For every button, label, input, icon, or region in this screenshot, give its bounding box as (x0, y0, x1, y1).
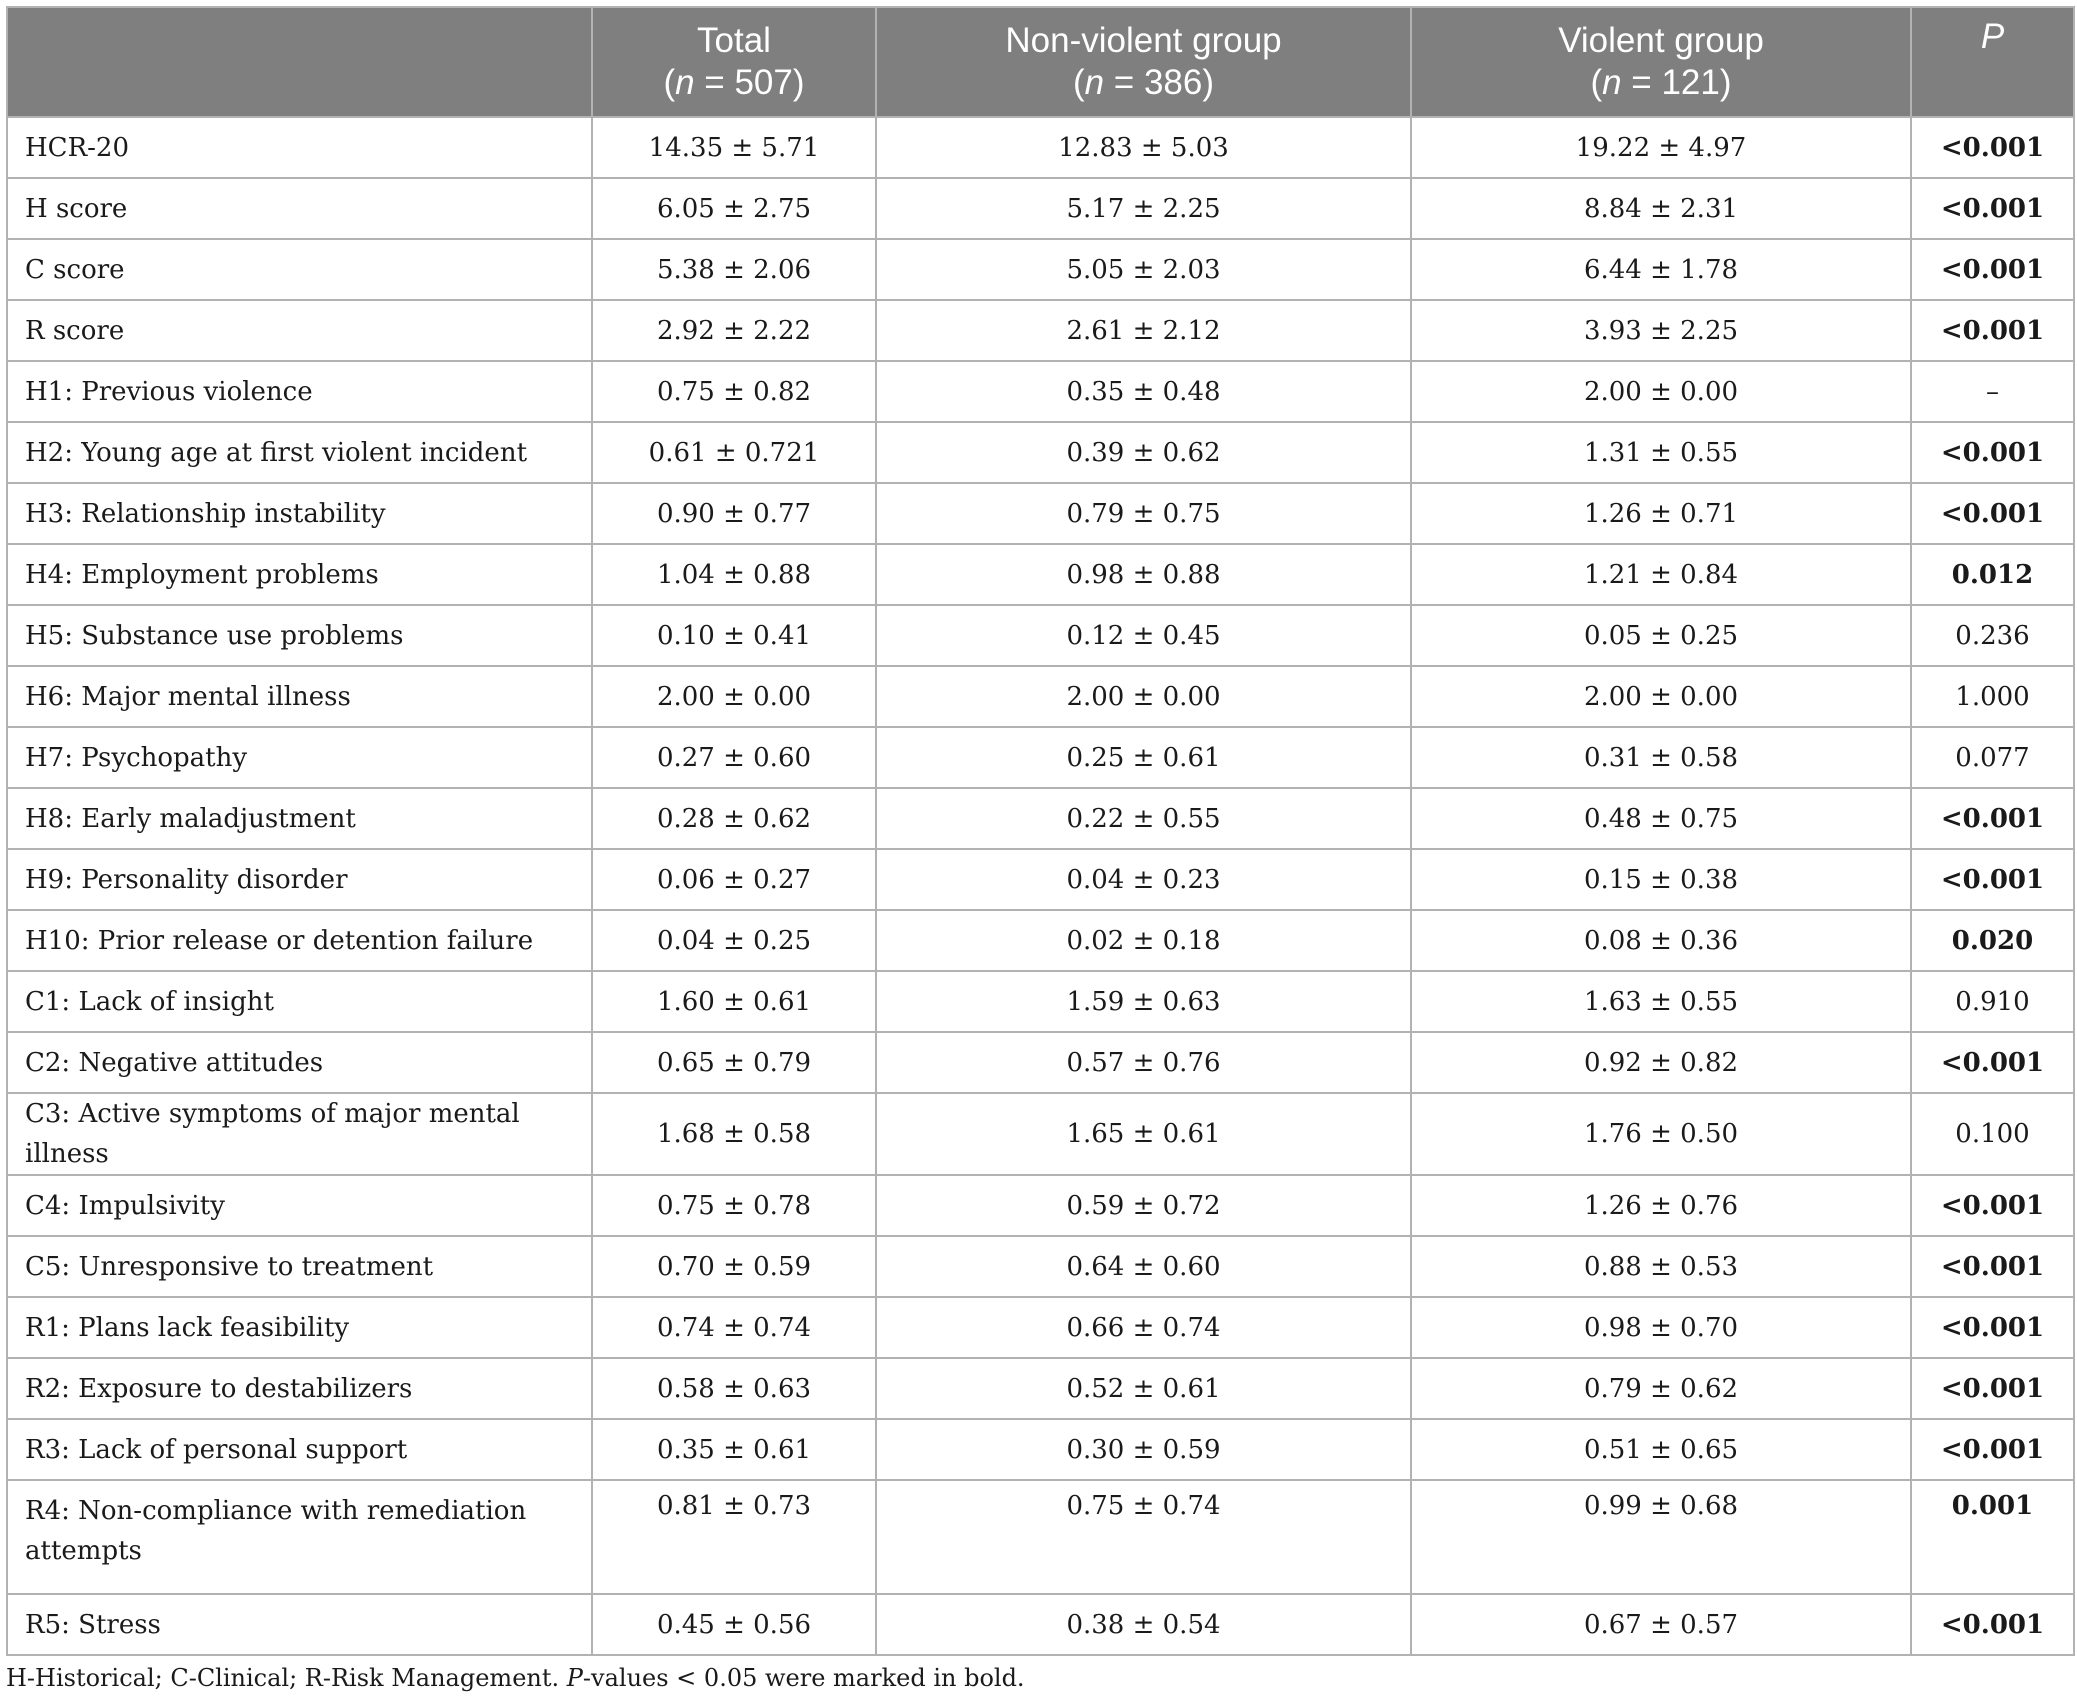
cell-nonviolent: 0.25 ± 0.61 (876, 727, 1411, 788)
cell-total: 0.75 ± 0.82 (592, 361, 876, 422)
cell-nonviolent: 0.64 ± 0.60 (876, 1236, 1411, 1297)
row-label: C5: Unresponsive to treatment (7, 1236, 592, 1297)
table-row (7, 666, 2074, 727)
table-row (7, 788, 2074, 849)
cell-p-value: <0.001 (1911, 1236, 2074, 1297)
cell-p-value: <0.001 (1911, 849, 2074, 910)
table-row (7, 483, 2074, 544)
row-label: H2: Young age at first violent incident (7, 422, 592, 483)
row-label: H4: Employment problems (7, 544, 592, 605)
row-label: R3: Lack of personal support (7, 1419, 592, 1480)
table-row (7, 361, 2074, 422)
table-row (7, 300, 2074, 361)
cell-nonviolent: 0.35 ± 0.48 (876, 361, 1411, 422)
cell-violent: 2.00 ± 0.00 (1411, 666, 1911, 727)
header-violent-title: Violent group (1558, 21, 1764, 60)
header-p-value (1911, 7, 2074, 117)
cell-nonviolent: 0.79 ± 0.75 (876, 483, 1411, 544)
n-symbol: n (1602, 63, 1622, 102)
row-label: H9: Personality disorder (7, 849, 592, 910)
header-violent (1411, 7, 1911, 117)
row-label: H10: Prior release or detention failure (7, 910, 592, 971)
cell-total: 0.65 ± 0.79 (592, 1032, 876, 1093)
table-row (7, 544, 2074, 605)
results-table-container (6, 6, 2073, 1656)
row-label: R5: Stress (7, 1594, 592, 1655)
row-label: R4: Non-compliance with remediation attempts (7, 1480, 592, 1594)
cell-violent: 1.76 ± 0.50 (1411, 1093, 1911, 1175)
cell-total: 0.75 ± 0.78 (592, 1175, 876, 1236)
cell-nonviolent: 12.83 ± 5.03 (876, 117, 1411, 178)
row-label: C2: Negative attitudes (7, 1032, 592, 1093)
cell-total: 0.45 ± 0.56 (592, 1594, 876, 1655)
row-label: H3: Relationship instability (7, 483, 592, 544)
cell-total: 0.35 ± 0.61 (592, 1419, 876, 1480)
cell-violent: 0.05 ± 0.25 (1411, 605, 1911, 666)
table-row (7, 605, 2074, 666)
table-row (7, 910, 2074, 971)
row-label: H6: Major mental illness (7, 666, 592, 727)
cell-violent: 1.63 ± 0.55 (1411, 971, 1911, 1032)
cell-p-value: 0.077 (1911, 727, 2074, 788)
n-value: 386 (1143, 63, 1203, 102)
cell-nonviolent: 0.02 ± 0.18 (876, 910, 1411, 971)
cell-violent: 1.26 ± 0.71 (1411, 483, 1911, 544)
cell-p-value: 0.001 (1911, 1480, 2074, 1594)
row-label: H8: Early maladjustment (7, 788, 592, 849)
cell-total: 0.90 ± 0.77 (592, 483, 876, 544)
cell-p-value: <0.001 (1911, 1032, 2074, 1093)
cell-violent: 1.26 ± 0.76 (1411, 1175, 1911, 1236)
footnote-rest: -values < 0.05 were marked in bold. (582, 1664, 1025, 1692)
table-row (7, 1236, 2074, 1297)
table-row (7, 1093, 2074, 1175)
cell-total: 0.74 ± 0.74 (592, 1297, 876, 1358)
cell-p-value: <0.001 (1911, 1358, 2074, 1419)
header-total (592, 7, 876, 117)
cell-violent: 0.88 ± 0.53 (1411, 1236, 1911, 1297)
cell-total: 0.28 ± 0.62 (592, 788, 876, 849)
cell-violent: 3.93 ± 2.25 (1411, 300, 1911, 361)
row-label: C4: Impulsivity (7, 1175, 592, 1236)
cell-total: 0.61 ± 0.721 (592, 422, 876, 483)
cell-nonviolent: 0.59 ± 0.72 (876, 1175, 1411, 1236)
table-row (7, 422, 2074, 483)
cell-total: 0.10 ± 0.41 (592, 605, 876, 666)
cell-violent: 0.79 ± 0.62 (1411, 1358, 1911, 1419)
table-row (7, 849, 2074, 910)
cell-violent: 0.99 ± 0.68 (1411, 1480, 1911, 1594)
cell-p-value: <0.001 (1911, 1175, 2074, 1236)
cell-p-value: 0.236 (1911, 605, 2074, 666)
footnote-p: P (566, 1664, 583, 1692)
table-footnote (6, 1664, 1025, 1692)
cell-violent: 0.48 ± 0.75 (1411, 788, 1911, 849)
table-row (7, 1358, 2074, 1419)
cell-violent: 0.31 ± 0.58 (1411, 727, 1911, 788)
cell-p-value: 0.012 (1911, 544, 2074, 605)
row-label: C1: Lack of insight (7, 971, 592, 1032)
cell-nonviolent: 0.52 ± 0.61 (876, 1358, 1411, 1419)
cell-total: 2.92 ± 2.22 (592, 300, 876, 361)
cell-violent: 8.84 ± 2.31 (1411, 178, 1911, 239)
row-label: C3: Active symptoms of major mental illness (7, 1093, 592, 1175)
header-nonviolent (876, 7, 1411, 117)
cell-nonviolent: 0.30 ± 0.59 (876, 1419, 1411, 1480)
table-row (7, 971, 2074, 1032)
cell-nonviolent: 5.05 ± 2.03 (876, 239, 1411, 300)
cell-total: 1.68 ± 0.58 (592, 1093, 876, 1175)
cell-nonviolent: 1.65 ± 0.61 (876, 1093, 1411, 1175)
cell-p-value: 0.020 (1911, 910, 2074, 971)
header-violent-n: (n = 121) (1590, 63, 1732, 102)
cell-p-value: <0.001 (1911, 1297, 2074, 1358)
cell-violent: 0.51 ± 0.65 (1411, 1419, 1911, 1480)
cell-violent: 1.31 ± 0.55 (1411, 422, 1911, 483)
header-item (7, 7, 592, 117)
cell-nonviolent: 0.12 ± 0.45 (876, 605, 1411, 666)
table-row (7, 1480, 2074, 1594)
cell-nonviolent: 0.38 ± 0.54 (876, 1594, 1411, 1655)
row-label: R1: Plans lack feasibility (7, 1297, 592, 1358)
cell-p-value: – (1911, 361, 2074, 422)
table-row (7, 178, 2074, 239)
cell-violent: 0.98 ± 0.70 (1411, 1297, 1911, 1358)
cell-violent: 6.44 ± 1.78 (1411, 239, 1911, 300)
table-row (7, 1419, 2074, 1480)
cell-p-value: <0.001 (1911, 1419, 2074, 1480)
table-body (7, 117, 2074, 1655)
table-row (7, 117, 2074, 178)
cell-total: 1.60 ± 0.61 (592, 971, 876, 1032)
header-p-label: P (1980, 17, 2005, 56)
table-row (7, 1032, 2074, 1093)
header-nonviolent-title: Non-violent group (1005, 21, 1282, 60)
n-value: 507 (734, 63, 793, 102)
header-nonviolent-n: (n = 386) (1072, 63, 1215, 102)
cell-p-value: <0.001 (1911, 1594, 2074, 1655)
cell-total: 6.05 ± 2.75 (592, 178, 876, 239)
cell-p-value: <0.001 (1911, 483, 2074, 544)
cell-total: 0.70 ± 0.59 (592, 1236, 876, 1297)
cell-total: 2.00 ± 0.00 (592, 666, 876, 727)
cell-nonviolent: 0.75 ± 0.74 (876, 1480, 1411, 1594)
cell-violent: 0.15 ± 0.38 (1411, 849, 1911, 910)
n-symbol: n (675, 63, 695, 102)
cell-nonviolent: 0.66 ± 0.74 (876, 1297, 1411, 1358)
n-equals: = (694, 63, 735, 102)
cell-nonviolent: 0.57 ± 0.76 (876, 1032, 1411, 1093)
n-equals: = (1621, 63, 1662, 102)
n-value: 121 (1661, 63, 1720, 102)
row-label: H1: Previous violence (7, 361, 592, 422)
table-row (7, 727, 2074, 788)
cell-violent: 0.08 ± 0.36 (1411, 910, 1911, 971)
cell-violent: 2.00 ± 0.00 (1411, 361, 1911, 422)
cell-total: 1.04 ± 0.88 (592, 544, 876, 605)
hcr20-comparison-table (6, 6, 2075, 1656)
header-total-n: (n = 507) (663, 63, 805, 102)
row-label: H score (7, 178, 592, 239)
cell-p-value: 1.000 (1911, 666, 2074, 727)
cell-nonviolent: 1.59 ± 0.63 (876, 971, 1411, 1032)
cell-p-value: <0.001 (1911, 788, 2074, 849)
cell-nonviolent: 0.04 ± 0.23 (876, 849, 1411, 910)
n-symbol: n (1084, 63, 1105, 102)
header-total-title: Total (697, 21, 771, 60)
cell-violent: 0.67 ± 0.57 (1411, 1594, 1911, 1655)
cell-nonviolent: 0.98 ± 0.88 (876, 544, 1411, 605)
cell-total: 0.06 ± 0.27 (592, 849, 876, 910)
cell-total: 14.35 ± 5.71 (592, 117, 876, 178)
cell-violent: 19.22 ± 4.97 (1411, 117, 1911, 178)
cell-total: 0.81 ± 0.73 (592, 1480, 876, 1594)
cell-nonviolent: 2.00 ± 0.00 (876, 666, 1411, 727)
row-label: H5: Substance use problems (7, 605, 592, 666)
footnote-lead: H-Historical; C-Clinical; R-Risk Management. (6, 1664, 567, 1692)
row-label: H7: Psychopathy (7, 727, 592, 788)
table-row (7, 1175, 2074, 1236)
cell-p-value: <0.001 (1911, 300, 2074, 361)
cell-violent: 1.21 ± 0.84 (1411, 544, 1911, 605)
cell-p-value: <0.001 (1911, 178, 2074, 239)
cell-total: 0.04 ± 0.25 (592, 910, 876, 971)
cell-nonviolent: 0.39 ± 0.62 (876, 422, 1411, 483)
cell-p-value: 0.910 (1911, 971, 2074, 1032)
table-row (7, 239, 2074, 300)
cell-total: 5.38 ± 2.06 (592, 239, 876, 300)
cell-nonviolent: 5.17 ± 2.25 (876, 178, 1411, 239)
table-header-row (7, 7, 2074, 117)
row-label: HCR-20 (7, 117, 592, 178)
cell-violent: 0.92 ± 0.82 (1411, 1032, 1911, 1093)
n-equals: = (1104, 63, 1144, 102)
row-label: R score (7, 300, 592, 361)
table-row (7, 1297, 2074, 1358)
cell-total: 0.58 ± 0.63 (592, 1358, 876, 1419)
cell-p-value: <0.001 (1911, 422, 2074, 483)
cell-p-value: <0.001 (1911, 239, 2074, 300)
row-label: C score (7, 239, 592, 300)
row-label: R2: Exposure to destabilizers (7, 1358, 592, 1419)
table-row (7, 1594, 2074, 1655)
cell-total: 0.27 ± 0.60 (592, 727, 876, 788)
cell-p-value: 0.100 (1911, 1093, 2074, 1175)
cell-p-value: <0.001 (1911, 117, 2074, 178)
cell-nonviolent: 0.22 ± 0.55 (876, 788, 1411, 849)
cell-nonviolent: 2.61 ± 2.12 (876, 300, 1411, 361)
